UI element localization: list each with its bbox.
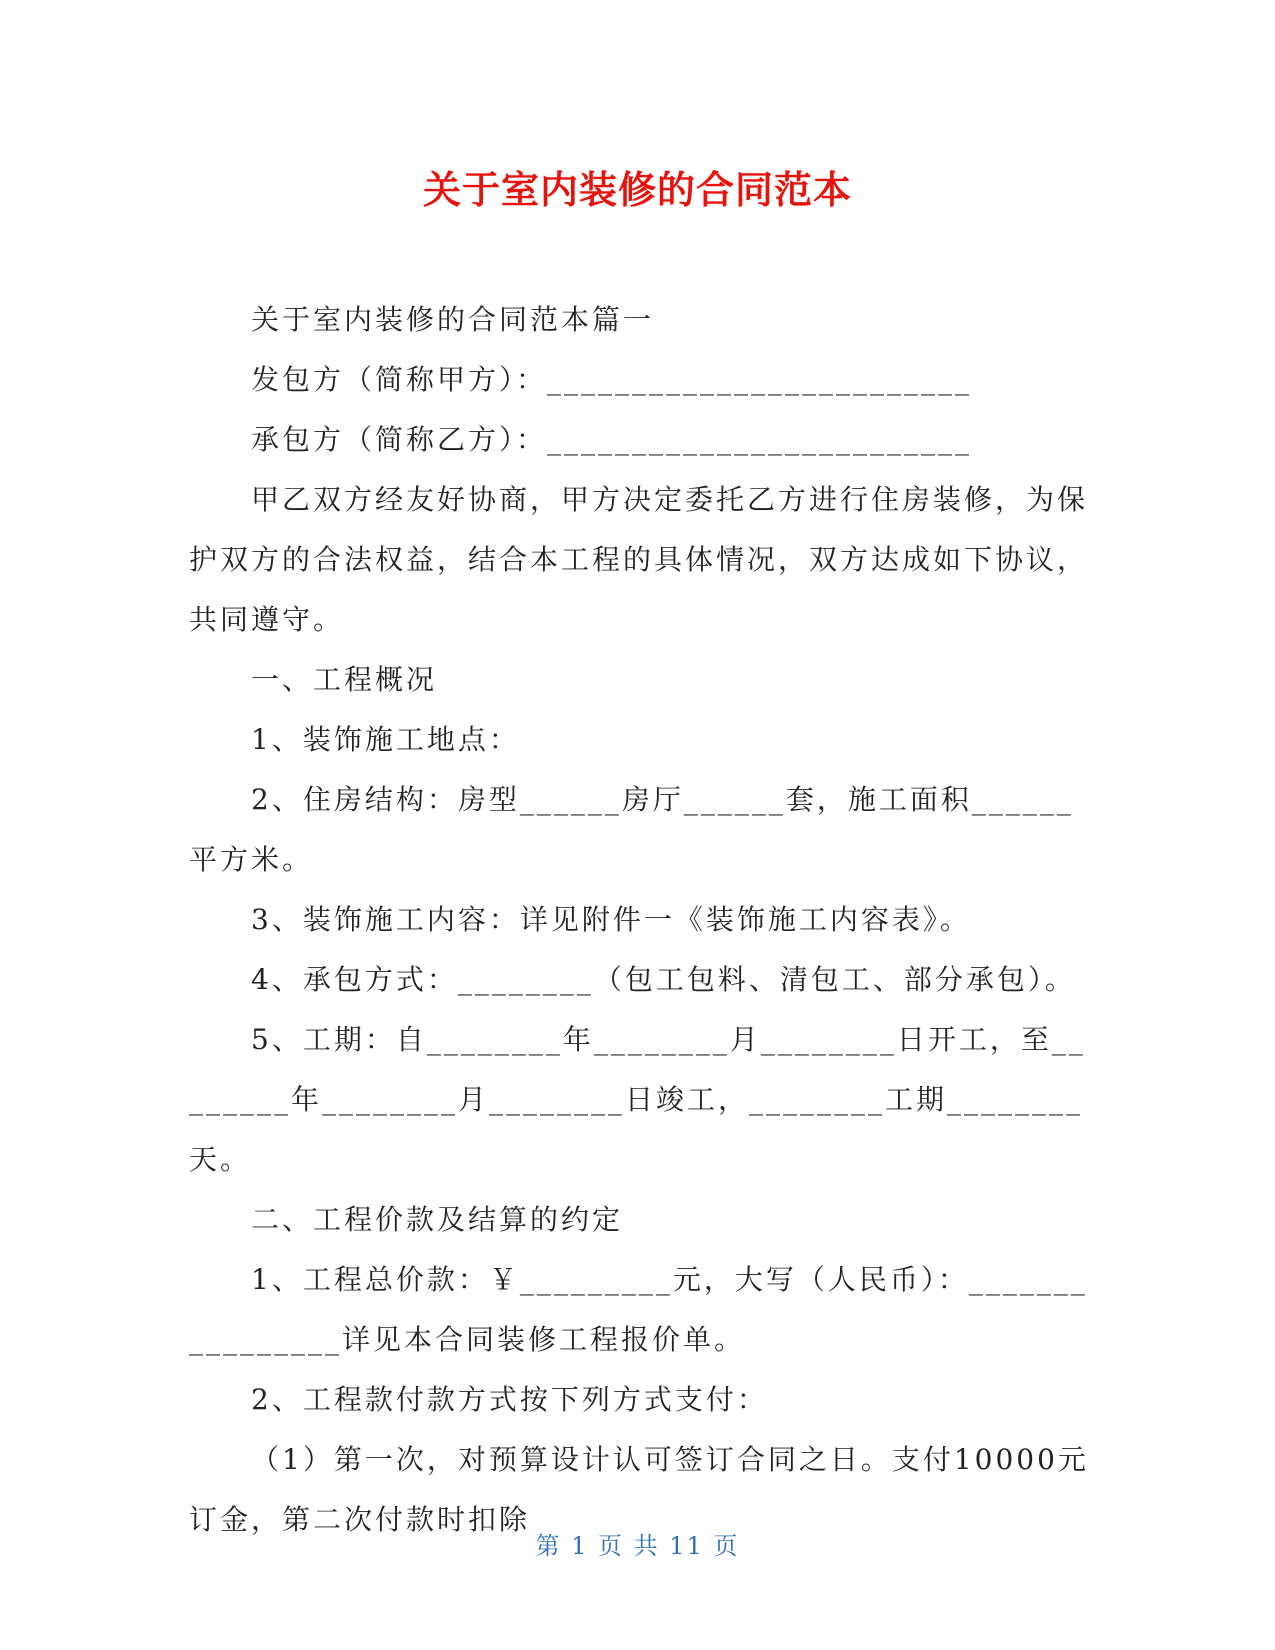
page-footer: 第 1 页 共 11 页	[535, 1532, 740, 1560]
clause-2-1: 1、工程总价款：￥_________元，大写（人民币）：________________详见本合同装修工程报价单。	[189, 1263, 1088, 1356]
chapter-heading-1: 一、工程概况	[251, 663, 438, 696]
clause-2-2-1: （1）第一次，对预算设计认可签订合同之日。支付10000元订金，第二次付款时扣除	[189, 1443, 1089, 1536]
chapter-heading-2: 二、工程价款及结算的约定	[251, 1203, 624, 1236]
section-heading: 关于室内装修的合同范本篇一	[251, 303, 655, 336]
intro-paragraph: 甲乙双方经友好协商，甲方决定委托乙方进行住房装修，为保护双方的合法权益，结合本工程的具体情况，双方达成如下协议，共同遵守。	[189, 483, 1089, 636]
party-a-line: 发包方（简称甲方）：_________________________	[251, 363, 973, 396]
clause-1-2: 2、住房结构：房型______房厅______套，施工面积______平方米。	[189, 783, 1074, 876]
clause-1-3: 3、装饰施工内容：详见附件一《装饰施工内容表》。	[251, 903, 971, 936]
document-title: 关于室内装修的合同范本	[422, 168, 852, 212]
clause-2-2: 2、工程款付款方式按下列方式支付：	[251, 1383, 768, 1416]
clause-1-4: 4、承包方式：________（包工包料、清包工、部分承包）。	[251, 963, 1076, 996]
document-body	[189, 290, 1089, 1550]
clause-1-5: 5、工期：自________年________月________日开工，至________年________月________日竣工，________工期________天。	[189, 1023, 1086, 1176]
party-b-line: 承包方（简称乙方）：_________________________	[251, 423, 973, 456]
clause-1-1: 1、装饰施工地点：	[251, 723, 520, 756]
